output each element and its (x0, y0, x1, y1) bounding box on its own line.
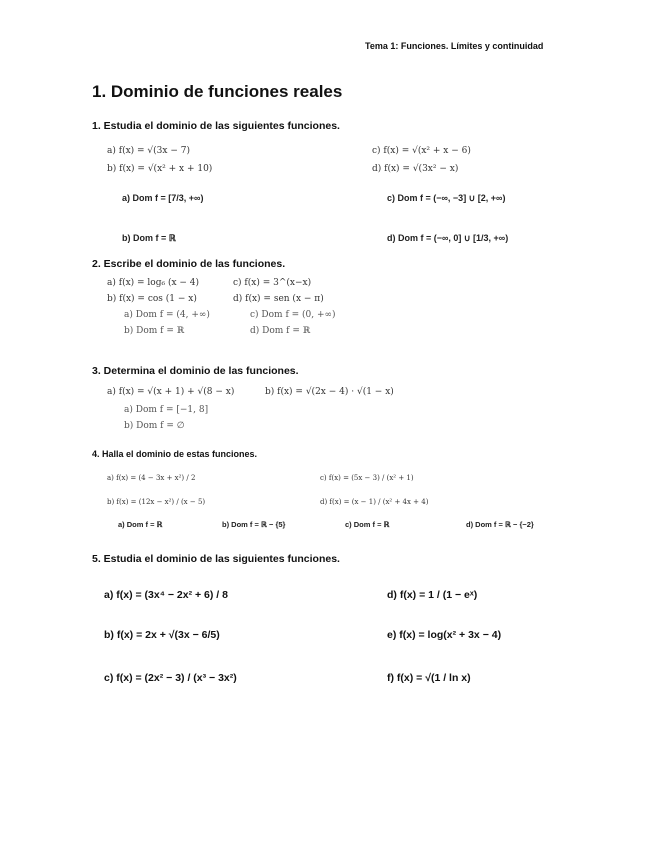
ex2-answer-b: b) Dom f = ℝ (124, 326, 185, 336)
ex1-func-b: b) f(x) = √(x² + x + 10) (107, 164, 213, 174)
ex3-answer-b: b) Dom f = ∅ (124, 421, 185, 431)
ex4-answer-d: d) Dom f = ℝ − {−2} (466, 520, 534, 529)
ex4-func-d: d) f(x) = (x − 1) / (x² + 4x + 4) (320, 498, 429, 506)
section-title: 1. Dominio de funciones reales (92, 82, 343, 101)
ex3-func-a: a) f(x) = √(x + 1) + √(8 − x) (107, 387, 235, 397)
ex3-answer-a: a) Dom f = [−1, 8] (124, 405, 209, 415)
ex4-func-a: a) f(x) = (4 − 3x + x²) / 2 (107, 474, 196, 482)
ex2-answer-d: d) Dom f = ℝ (250, 326, 311, 336)
exercise-1-prompt: 1. Estudia el dominio de las siguientes funciones. (92, 120, 340, 132)
ex4-answer-c: c) Dom f = ℝ (345, 520, 390, 529)
ex2-func-c: c) f(x) = 3^(x−x) (233, 278, 312, 288)
ex5-func-c: c) f(x) = (2x² − 3) / (x³ − 3x²) (104, 672, 237, 684)
ex4-func-b: b) f(x) = (12x − x²) / (x − 5) (107, 498, 206, 506)
ex2-func-a: a) f(x) = log₆ (x − 4) (107, 278, 200, 288)
ex4-func-c: c) f(x) = (5x − 3) / (x² + 1) (320, 474, 414, 482)
ex1-func-c: c) f(x) = √(x² + x − 6) (372, 146, 471, 156)
ex1-answer-a: a) Dom f = [7/3, +∞) (122, 193, 204, 203)
ex4-answer-a: a) Dom f = ℝ (118, 520, 163, 529)
ex1-answer-c: c) Dom f = (−∞, −3] ∪ [2, +∞) (387, 193, 506, 203)
ex1-func-d: d) f(x) = √(3x² − x) (372, 164, 459, 174)
ex2-func-b: b) f(x) = cos (1 − x) (107, 294, 197, 304)
ex5-func-e: e) f(x) = log(x² + 3x − 4) (387, 629, 502, 641)
ex2-answer-a: a) Dom f = (4, +∞) (124, 310, 210, 320)
exercise-4-prompt: 4. Halla el dominio de estas funciones. (92, 449, 258, 459)
ex4-answer-b: b) Dom f = ℝ − {5} (222, 520, 286, 529)
ex5-func-a: a) f(x) = (3x⁴ − 2x² + 6) / 8 (104, 589, 228, 601)
ex1-answer-b: b) Dom f = ℝ (122, 233, 176, 243)
ex2-answer-c: c) Dom f = (0, +∞) (250, 310, 336, 320)
ex3-func-b: b) f(x) = √(2x − 4) · √(1 − x) (265, 387, 394, 397)
ex1-answer-d: d) Dom f = (−∞, 0] ∪ [1/3, +∞) (387, 233, 509, 243)
exercise-2-prompt: 2. Escribe el dominio de las funciones. (92, 258, 286, 270)
exercise-3-prompt: 3. Determina el dominio de las funciones. (92, 365, 299, 377)
running-header: Tema 1: Funciones. Límites y continuidad (365, 41, 544, 51)
ex5-func-f: f) f(x) = √(1 / ln x) (387, 672, 471, 684)
ex2-func-d: d) f(x) = sen (x − π) (233, 294, 324, 304)
ex1-func-a: a) f(x) = √(3x − 7) (107, 146, 190, 156)
exercise-5-prompt: 5. Estudia el dominio de las siguientes funciones. (92, 553, 340, 565)
ex5-func-d: d) f(x) = 1 / (1 − eˣ) (387, 589, 478, 601)
ex5-func-b: b) f(x) = 2x + √(3x − 6/5) (104, 629, 220, 641)
